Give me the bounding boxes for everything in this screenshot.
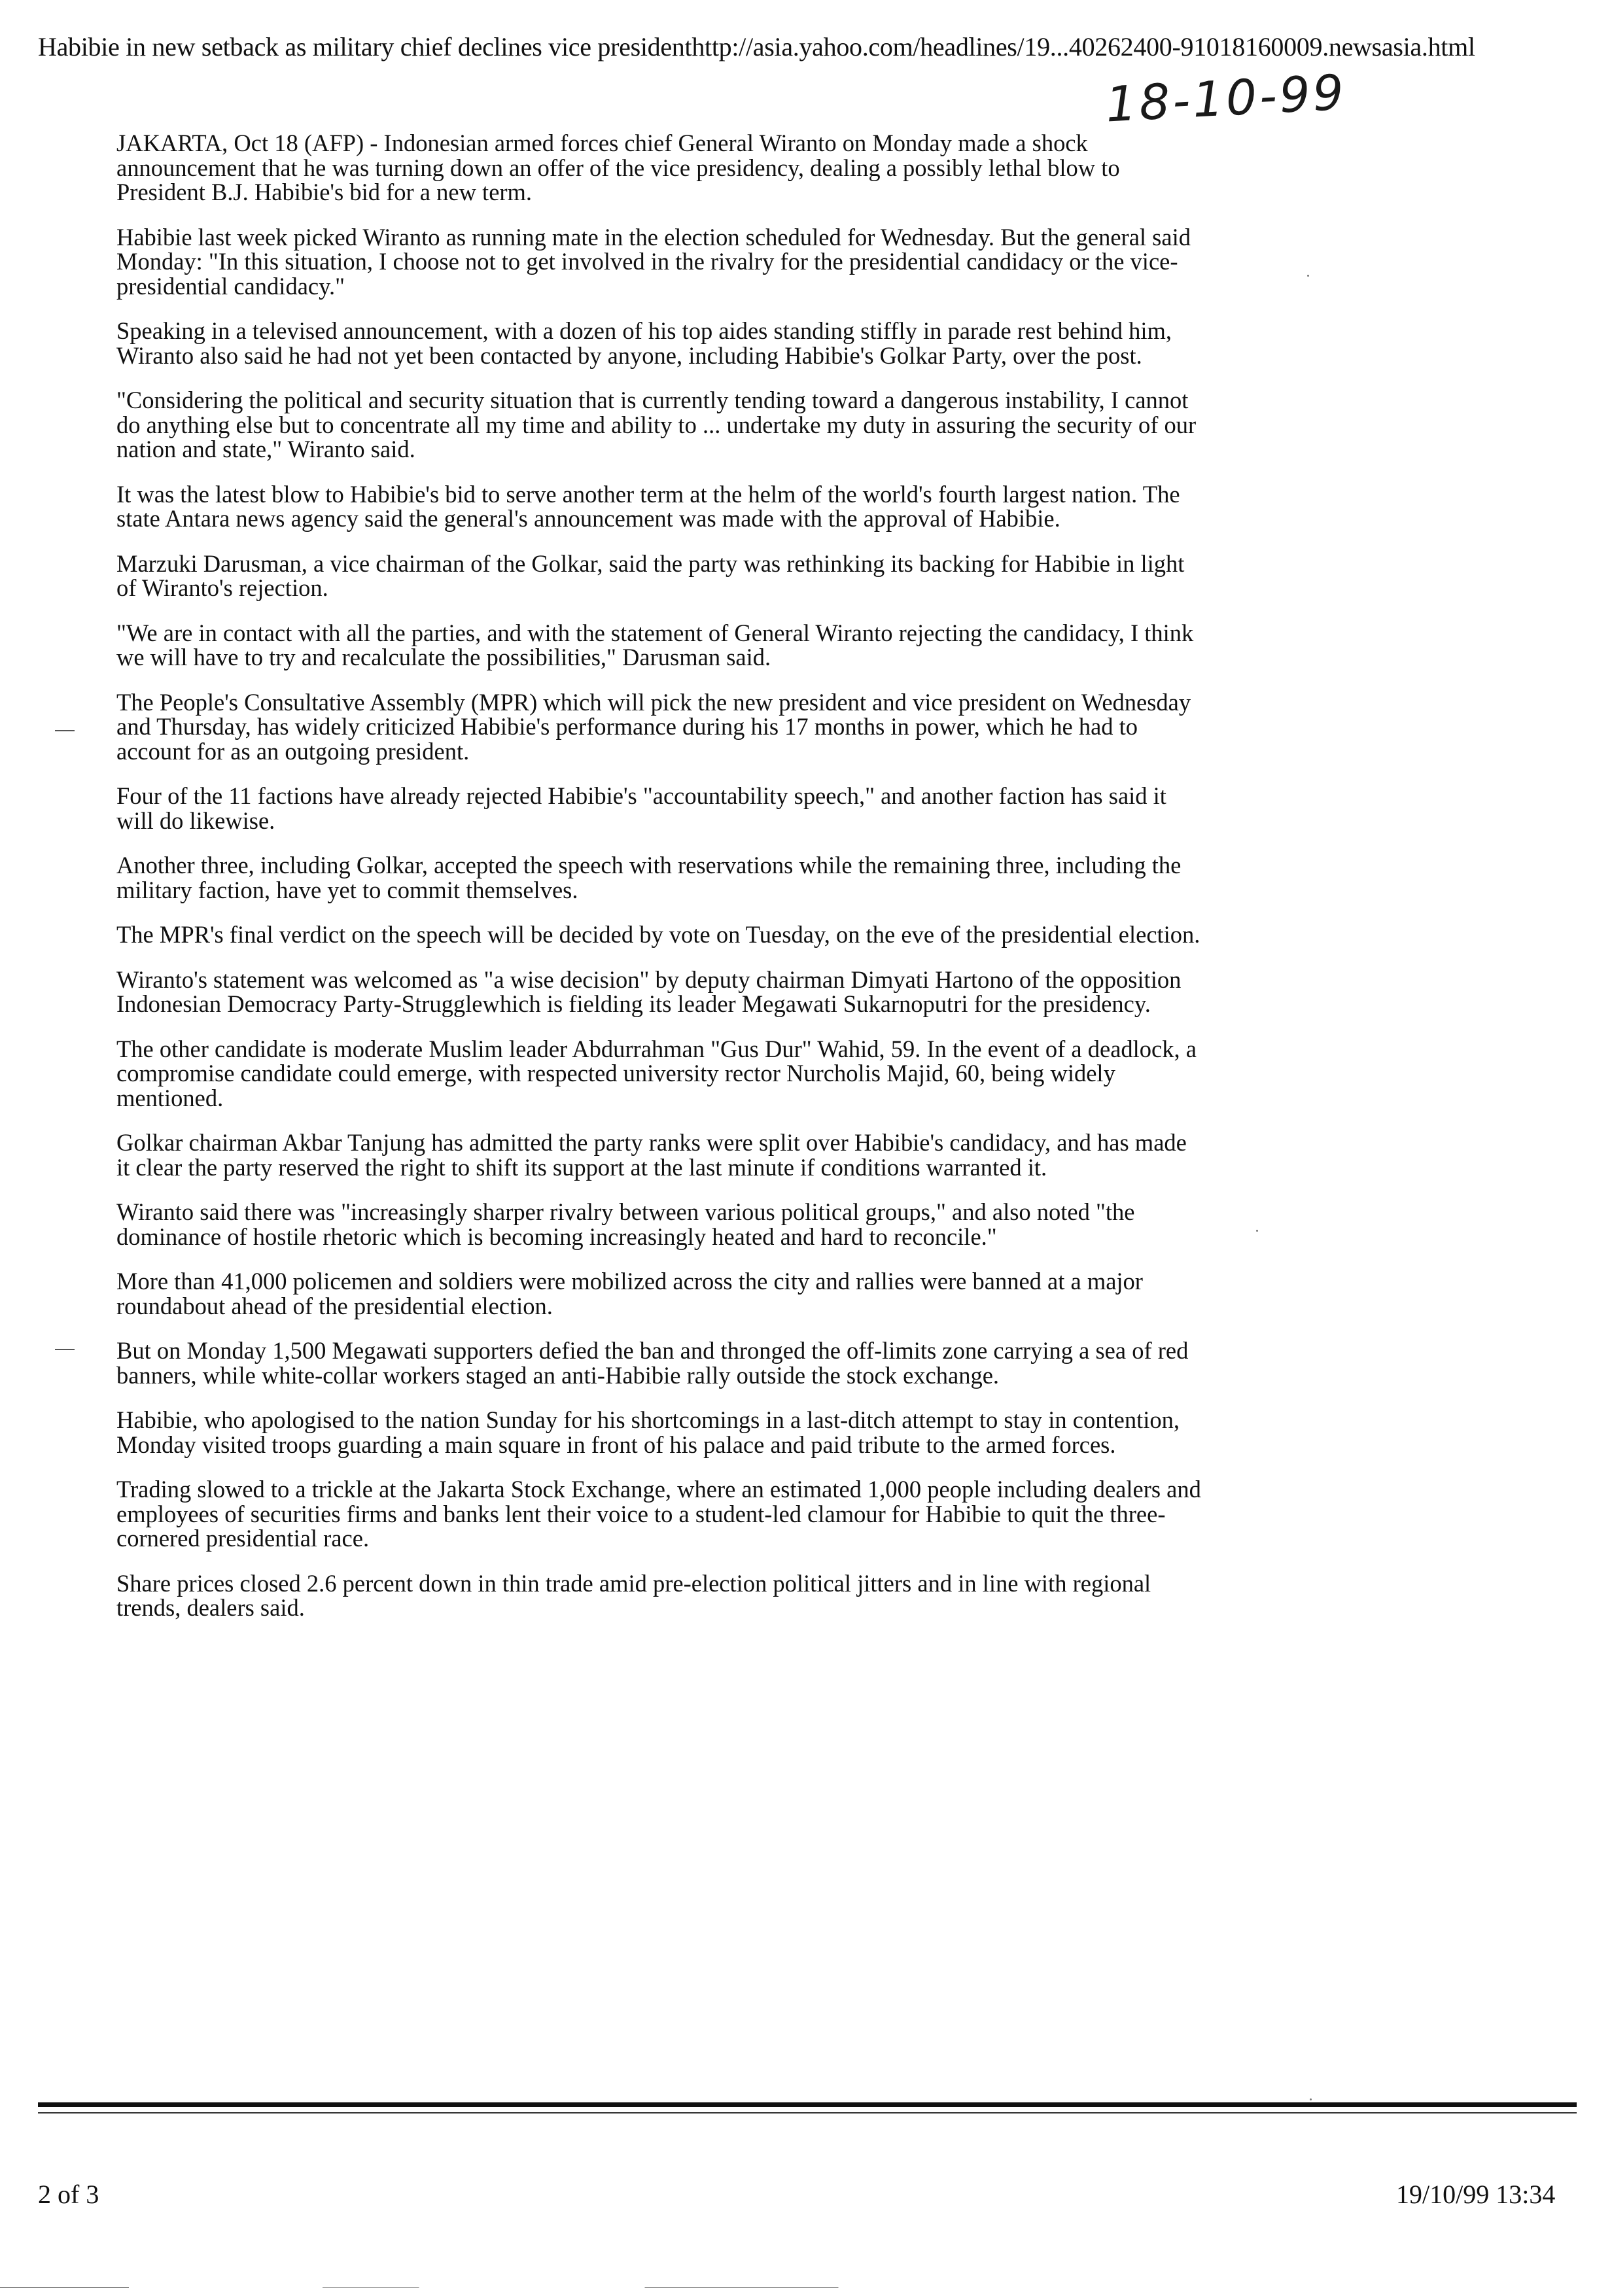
scan-bottom-edge bbox=[0, 2287, 1612, 2288]
article-paragraph: The MPR's final verdict on the speech will be decided by vote on Tuesday, on the eve of the presidential election. bbox=[116, 921, 1200, 948]
page-number: 2 of 3 bbox=[38, 2180, 99, 2209]
article-paragraph: Wiranto said there was "increasingly sharper rivalry between various political groups," and also noted "the dominance of hostile rhetoric which is becoming increasingly heated and hard to reconcile." bbox=[116, 1198, 1135, 1250]
print-timestamp: 19/10/99 13:34 bbox=[1396, 2180, 1556, 2209]
margin-speck bbox=[1256, 1230, 1258, 1232]
article-paragraph: But on Monday 1,500 Megawati supporters defied the ban and thronged the off-limits zone carrying a sea of red banners, while white-collar workers staged an anti-Habibie rally outside the stock exchange. bbox=[116, 1337, 1189, 1389]
margin-speck bbox=[1310, 2098, 1312, 2100]
margin-speck bbox=[1307, 275, 1309, 277]
article-paragraph: Marzuki Darusman, a vice chairman of the Golkar, said the party was rethinking its backing for Habibie in light of Wiranto's rejection. bbox=[116, 549, 1185, 601]
article-paragraph: Trading slowed to a trickle at the Jakarta Stock Exchange, where an estimated 1,000 people including dealers and employees of securities firms and banks lent their voice to a student-led clamour for Habibie to quit the three-cornered presidential race. bbox=[116, 1476, 1201, 1552]
article-paragraph: Another three, including Golkar, accepted the speech with reservations while the remaining three, including the military faction, have yet to commit themselves. bbox=[116, 852, 1182, 903]
article-paragraph: Wiranto's statement was welcomed as "a wise decision" by deputy chairman Dimyati Hartono of the opposition Indonesian Democracy Party-Strugglewhich is fielding its leader Megawati Sukarnoputri for the presidency. bbox=[116, 965, 1182, 1017]
article-paragraph: The other candidate is moderate Muslim leader Abdurrahman "Gus Dur" Wahid, 59. In the event of a deadlock, a compromise candidate could emerge, with respected university rector Nurcholis Majid, 60, being widely mentioned. bbox=[116, 1035, 1197, 1111]
article-paragraph: Golkar chairman Akbar Tanjung has admitted the party ranks were split over Habibie's candidacy, and has made it clear the party reserved the right to shift its support at the last minute if conditions warranted it. bbox=[116, 1129, 1187, 1181]
article-paragraph: JAKARTA, Oct 18 (AFP) - Indonesian armed forces chief General Wiranto on Monday made a shock announcement that he was turning down an offer of the vice presidency, dealing a possibly lethal blow to President B.J. Habibie's bid for a new term. bbox=[116, 130, 1120, 205]
article-paragraph: More than 41,000 policemen and soldiers were mobilized across the city and rallies were banned at a major roundabout ahead of the presidential election. bbox=[116, 1268, 1143, 1319]
article-paragraph: Four of the 11 factions have already rejected Habibie's "accountability speech," and another faction has said it will do likewise. bbox=[116, 782, 1166, 834]
article-paragraph: Habibie last week picked Wiranto as running mate in the election scheduled for Wednesday. But the general said Monday: "In this situation, I choose not to get involved in the rivalry for the presidential candidacy or the vice-presidential candidacy." bbox=[116, 223, 1191, 300]
footer-rule-thin bbox=[38, 2112, 1577, 2113]
margin-tick-mark bbox=[55, 1349, 75, 1350]
handwritten-date-annotation: 18-10-99 bbox=[1104, 64, 1348, 133]
footer-rule bbox=[38, 2102, 1577, 2107]
article-paragraph: Share prices closed 2.6 percent down in thin trade amid pre-election political jitters and in line with regional trends, dealers said. bbox=[116, 1569, 1151, 1621]
article-paragraph: "We are in contact with all the parties, and with the statement of General Wiranto rejecting the candidacy, I think we will have to try and recalculate the possibilities," Darusman said. bbox=[116, 619, 1194, 670]
article-paragraph: "Considering the political and security situation that is currently tending toward a dangerous instability, I cannot do anything else but to concentrate all my time and ability to ... undertake my duty in assuring the security of our nation and state," Wiranto said. bbox=[116, 387, 1197, 462]
article-paragraph: Speaking in a televised announcement, with a dozen of his top aides standing stiffly in parade rest behind him, Wiranto also said he had not yet been contacted by anyone, including Habibie's Golkar Party, over the post. bbox=[116, 317, 1172, 369]
margin-tick-mark bbox=[55, 730, 75, 731]
page-header-title-url: Habibie in new setback as military chief declines vice presidenthttp://asia.yahoo.com/headlines/19...40262400-91018160009.newsasia.html bbox=[38, 32, 1475, 61]
article-paragraph: The People's Consultative Assembly (MPR) which will pick the new president and vice president on Wednesday and Thursday, has widely criticized Habibie's performance during his 17 months in power, which he had to account for as an outgoing president. bbox=[116, 688, 1191, 765]
article-paragraph: Habibie, who apologised to the nation Sunday for his shortcomings in a last-ditch attempt to stay in contention, Monday visited troops guarding a main square in front of his palace and paid tribute to the armed forces. bbox=[116, 1406, 1180, 1458]
article-body bbox=[116, 131, 1202, 1641]
article-paragraph: It was the latest blow to Habibie's bid to serve another term at the helm of the world's fourth largest nation. The state Antara news agency said the general's announcement was made with the approval of Habibie. bbox=[116, 480, 1180, 532]
